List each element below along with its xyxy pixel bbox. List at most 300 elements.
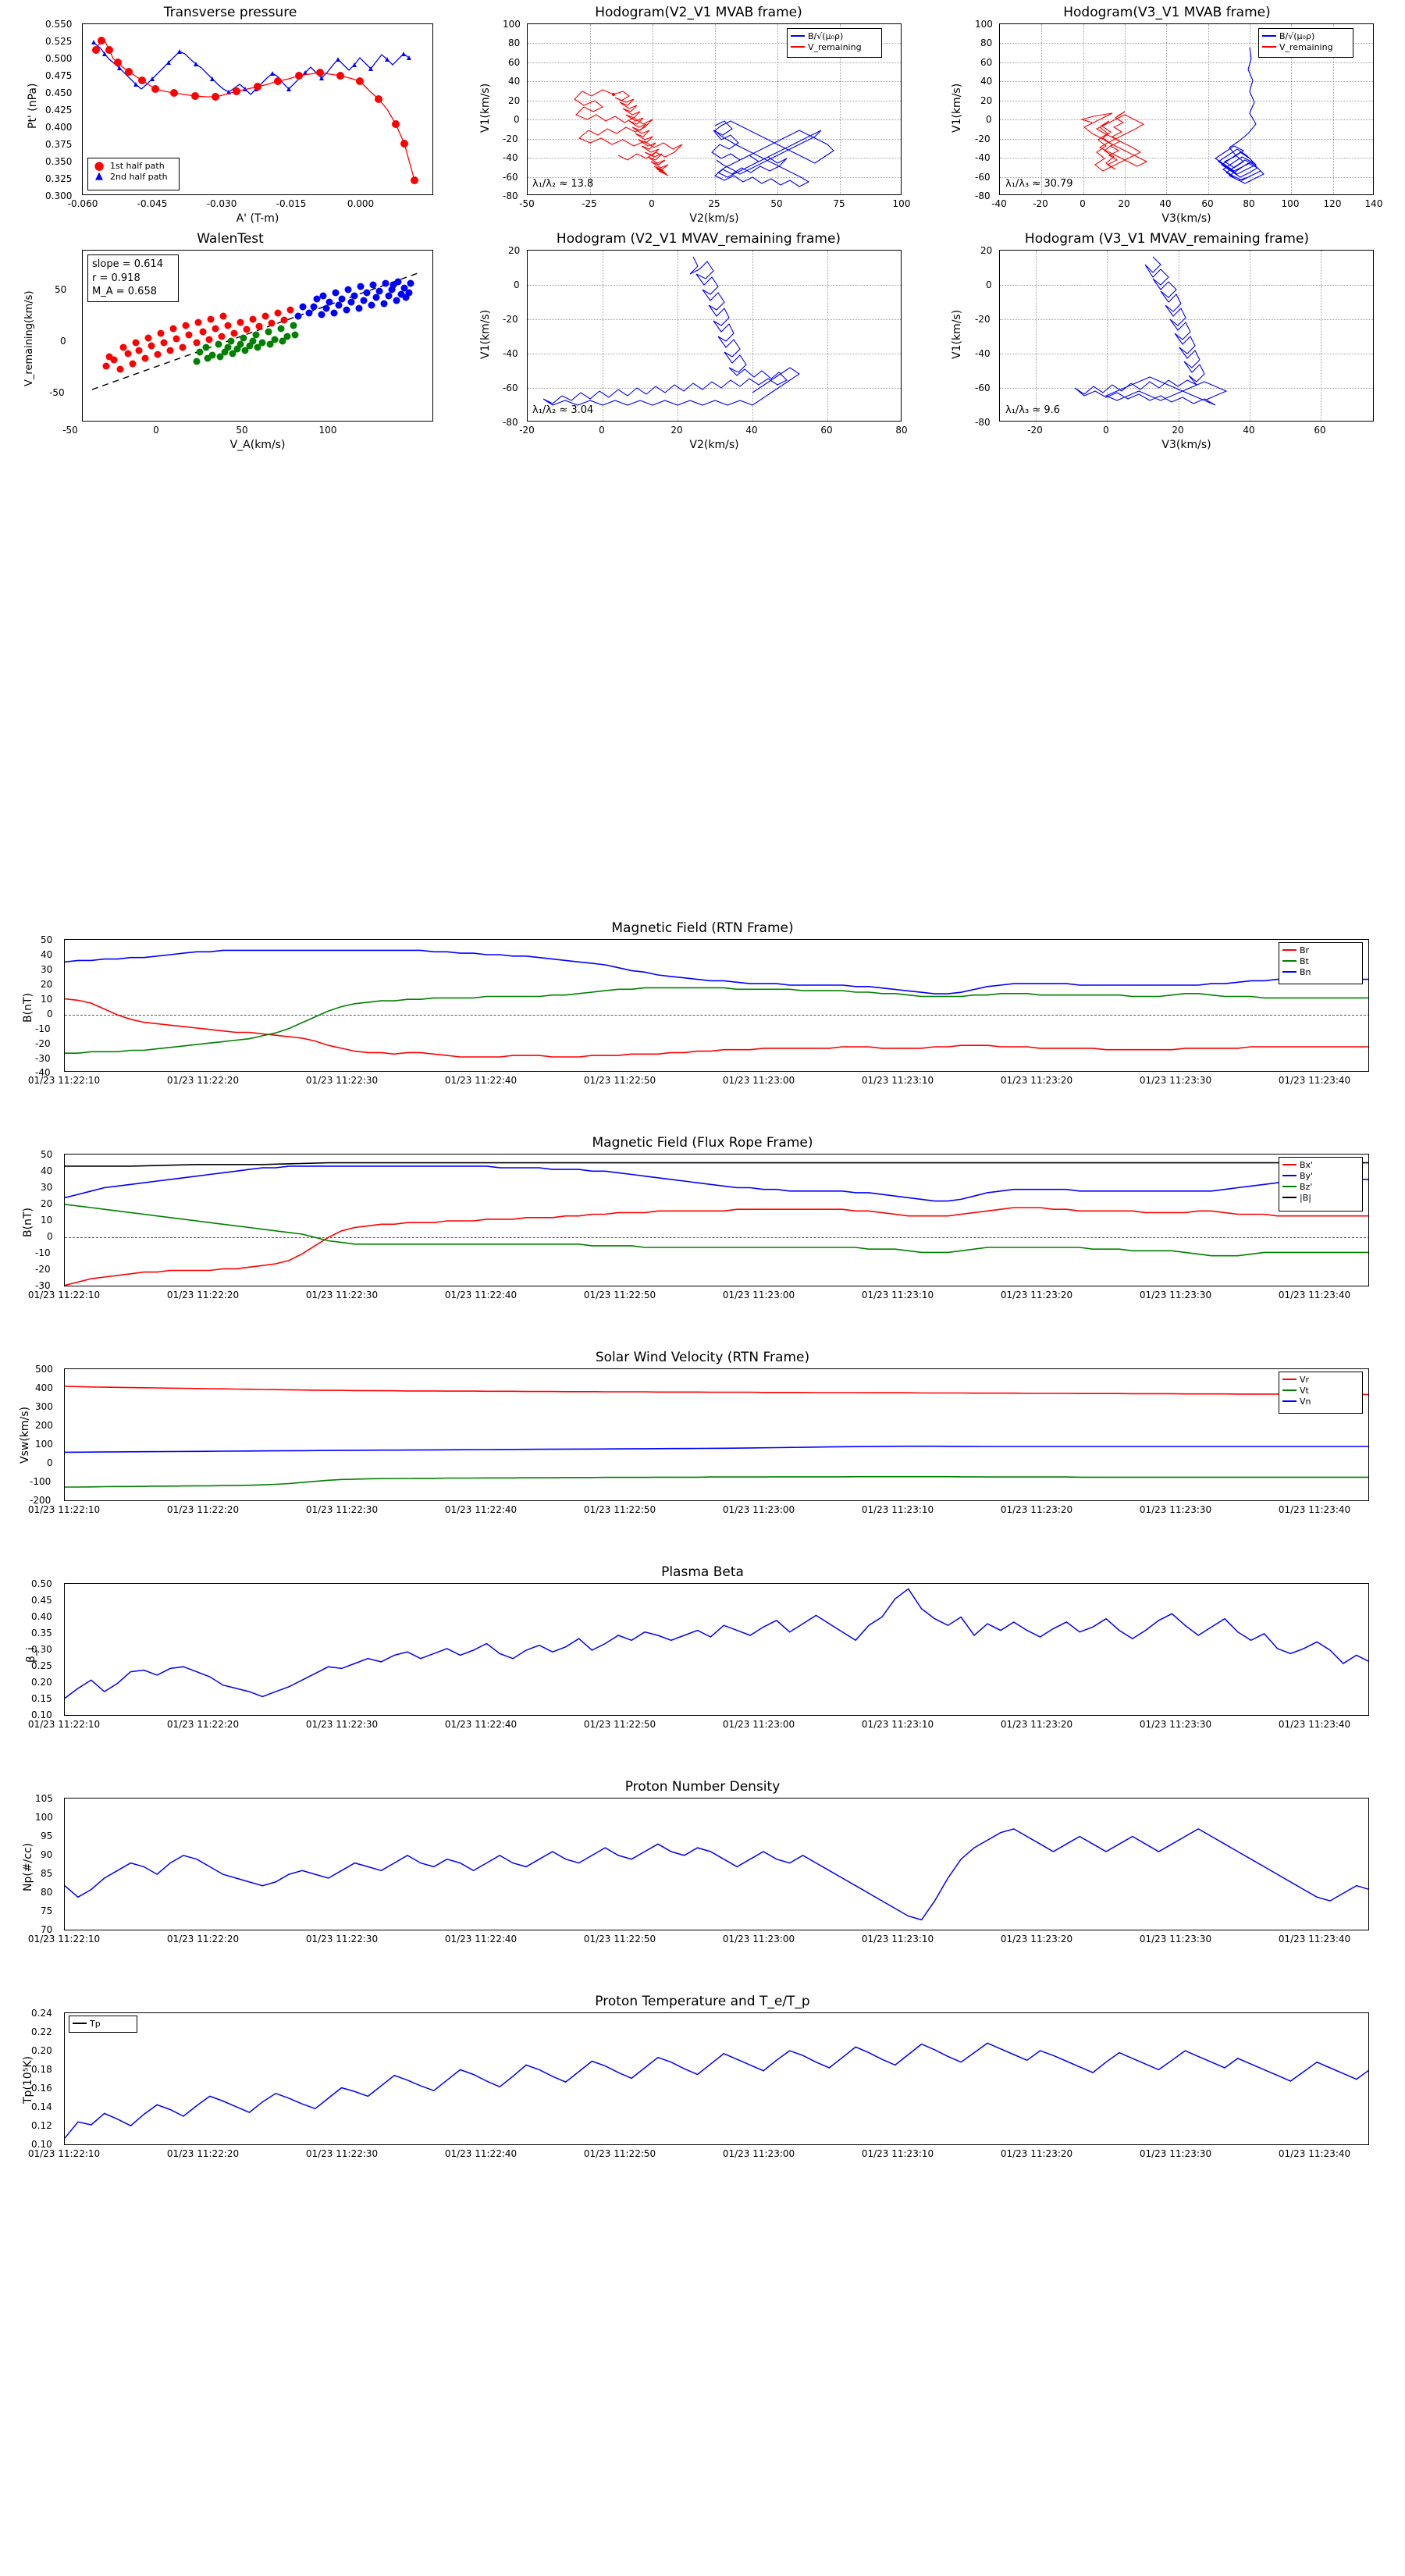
time-tick: 01/23 11:23:20 [1000,1504,1073,1515]
legend [1258,28,1353,58]
x-tick: -20 [519,425,535,436]
y-tick: -40 [35,1067,51,1078]
eigenvalue-ratio-annotation: λ₁/λ₂ ≈ 3.04 [532,404,594,416]
legend [1279,1372,1363,1414]
y-tick: 0.475 [45,70,73,81]
y-tick: 30 [41,1182,53,1193]
time-tick: 01/23 11:23:30 [1139,1504,1212,1515]
y-tick: 0.10 [31,2139,52,2150]
legend-label: Vn [1300,1396,1311,1407]
time-tick: 01/23 11:22:30 [305,1075,379,1086]
legend-label: By' [1300,1170,1314,1181]
y-tick: 100 [503,19,521,30]
x-axis-label: V_A(km/s) [229,439,286,451]
y-tick: 100 [975,19,993,30]
legend-line-icon [1282,1186,1297,1187]
legend-item [1282,1181,1359,1192]
legend-item [1262,41,1350,52]
y-tick: -60 [975,382,991,393]
y-tick: 105 [35,1793,53,1804]
y-tick: 50 [55,284,67,295]
series-Vn [65,1446,1369,1453]
x-tick: 60 [1201,198,1214,209]
x-tick: 40 [1159,198,1172,209]
y-tick: -20 [975,133,991,144]
y-tick: 90 [41,1849,53,1860]
y-tick: 80 [980,37,993,48]
legend-item [1282,945,1359,955]
plot-area [64,1154,1369,1286]
time-tick: 01/23 11:23:00 [722,1719,795,1730]
time-tick: 01/23 11:23:30 [1139,2148,1212,2159]
time-tick: 01/23 11:23:20 [1000,1934,1073,1944]
x-tick: 140 [1364,198,1383,209]
panel-proton-temperature [0,1991,1405,2194]
y-tick: 0.16 [31,2083,52,2094]
series-Bmag [65,1163,1369,1166]
y-tick: 0.500 [45,53,73,64]
legend-item [73,2018,133,2029]
y-tick: 0 [986,279,992,290]
y-tick: -40 [975,348,991,359]
y-tick: 40 [41,1165,53,1176]
x-tick: 0 [649,198,655,209]
time-tick: 01/23 11:23:00 [722,1504,795,1515]
y-tick: 0.450 [45,87,73,98]
x-axis-label: V3(km/s) [1161,212,1211,225]
walen-ma: M_A = 0.658 [92,286,157,298]
panel-title: WalenTest [197,231,264,247]
time-tick: 01/23 11:22:10 [27,1075,101,1086]
y-tick: 0.50 [31,1578,52,1589]
y-axis-label: B(nT) [22,1208,34,1237]
y-tick: 70 [41,1924,53,1935]
x-tick: 50 [236,425,248,436]
y-tick: 0.15 [31,1693,52,1704]
y-axis-label: V_remaining(km/s) [23,290,35,386]
legend-item [791,41,878,52]
legend-label: 1st half path [110,160,165,171]
panel-title: Hodogram (V3_V1 MVAV_remaining frame) [1024,231,1310,247]
y-tick: 40 [41,949,53,960]
y-tick: 80 [41,1887,53,1898]
y-tick: 40 [980,76,993,87]
panel-title: Plasma Beta [661,1564,744,1580]
y-tick: -30 [35,1280,51,1291]
legend-line-icon [1282,1197,1297,1198]
y-tick: 0.20 [31,1677,52,1688]
y-tick: 80 [508,37,521,48]
legend-item [791,30,878,41]
y-axis-label: Pt' (nPa) [27,83,39,129]
x-tick: -0.015 [276,198,307,209]
y-tick: 95 [41,1831,53,1841]
panel-title: Magnetic Field (Flux Rope Frame) [592,1135,813,1151]
np-svg [65,1799,1369,1930]
legend-line-icon [1282,971,1297,973]
y-tick: -50 [49,387,65,398]
legend [87,158,180,190]
time-tick: 01/23 11:22:50 [583,1290,656,1300]
y-axis-label: V1(km/s) [951,83,963,133]
y-tick: 0.22 [31,2026,52,2037]
plot-area [64,1368,1369,1501]
x-axis-label: V2(km/s) [689,439,739,451]
y-tick: 0.550 [45,19,73,30]
y-tick: 0.350 [45,156,73,167]
legend [787,28,882,58]
time-tick: 01/23 11:22:40 [444,1934,518,1944]
x-tick: -0.030 [206,198,237,209]
time-tick: 01/23 11:22:20 [166,1719,240,1730]
time-tick: 01/23 11:23:20 [1000,2148,1073,2159]
y-tick: 200 [35,1420,53,1431]
legend-label: Bt [1300,955,1309,966]
legend-item [1282,1170,1359,1181]
legend-label: B/√(μ₀ρ) [1279,30,1315,41]
y-tick: 0 [986,114,992,125]
y-tick: -20 [35,1264,51,1275]
time-tick: 01/23 11:22:10 [27,1290,101,1300]
time-tick: 01/23 11:22:20 [166,1075,240,1086]
y-tick: 0.375 [45,139,73,150]
series-Np [65,1829,1369,1920]
panel-title: Magnetic Field (RTN Frame) [611,920,794,936]
time-tick: 01/23 11:23:10 [861,1934,934,1944]
y-tick: -40 [503,348,518,359]
y-tick: 0.20 [31,2045,52,2056]
time-tick: 01/23 11:22:30 [305,1934,379,1944]
legend-label: Br [1300,945,1310,955]
time-tick: 01/23 11:23:40 [1278,1934,1351,1944]
walen-r: r = 0.918 [92,272,140,284]
time-tick: 01/23 11:22:10 [27,1719,101,1730]
y-tick: 500 [35,1364,53,1375]
time-tick: 01/23 11:23:10 [861,2148,934,2159]
y-tick: -10 [35,1023,51,1034]
x-tick: 20 [670,425,683,436]
time-tick: 01/23 11:22:40 [444,1719,518,1730]
legend-item [1282,1159,1359,1170]
time-tick: 01/23 11:23:00 [722,1075,795,1086]
circle-marker-icon: ● [94,158,105,173]
x-tick: -0.045 [137,198,168,209]
y-tick: 75 [41,1905,53,1916]
y-tick: -30 [35,1053,51,1064]
y-tick: 20 [41,979,53,990]
series-beta [65,1589,1369,1698]
y-tick: 0 [47,1009,53,1019]
y-axis-label: V1(km/s) [479,309,492,359]
time-tick: 01/23 11:22:40 [444,1075,518,1086]
time-tick: 01/23 11:22:30 [305,1290,379,1300]
x-tick: 80 [895,425,908,436]
y-tick: 0.14 [31,2101,52,2112]
x-tick: 0 [1080,198,1086,209]
y-tick: -80 [503,190,518,201]
time-tick: 01/23 11:22:40 [444,2148,518,2159]
series-Bx [65,1208,1369,1286]
legend-line-icon [1282,960,1297,962]
tp-svg [65,2013,1369,2145]
x-tick: 0.000 [347,198,375,209]
legend-line-icon [1262,35,1276,37]
legend-label: Bz' [1300,1181,1313,1192]
y-tick: -60 [503,382,518,393]
time-tick: 01/23 11:22:50 [583,1934,656,1944]
panel-transverse-pressure [0,0,461,226]
x-tick: 80 [1243,198,1255,209]
time-tick: 01/23 11:23:00 [722,2148,795,2159]
hodogram4-svg [1000,251,1374,422]
x-tick: 120 [1323,198,1342,209]
panel-title: Hodogram(V2_V1 MVAB frame) [595,5,802,20]
time-tick: 01/23 11:22:30 [305,2148,379,2159]
series-Br [65,999,1369,1057]
legend-item [1282,955,1359,966]
y-tick: -20 [503,133,518,144]
legend-label: Vt [1300,1385,1309,1396]
time-tick: 01/23 11:23:30 [1139,1719,1212,1730]
y-tick: 0 [60,336,66,347]
panel-plasma-beta [0,1561,1405,1764]
time-tick: 01/23 11:22:40 [444,1290,518,1300]
legend-item [1282,966,1359,977]
time-tick: 01/23 11:22:50 [583,2148,656,2159]
eigenvalue-ratio-annotation: λ₁/λ₃ ≈ 9.6 [1005,404,1061,416]
plot-area [64,1798,1369,1930]
plot-area [527,250,902,422]
x-tick: 0 [1103,425,1109,436]
panel-hodogram-v3-v1-mvab [937,0,1397,226]
y-tick: 0.18 [31,2064,52,2075]
y-tick: 0.425 [45,105,73,116]
x-axis-label: A' (T-m) [236,212,279,225]
y-tick: 0 [47,1457,53,1468]
legend-label: Bx' [1300,1159,1314,1170]
y-tick: 20 [980,245,993,256]
series-By [65,1166,1369,1201]
y-tick: 400 [35,1382,53,1393]
time-tick: 01/23 11:23:30 [1139,1934,1212,1944]
beta-svg [65,1584,1369,1716]
y-tick: 10 [41,1215,53,1226]
y-tick: 100 [35,1439,53,1450]
y-axis-label: V1(km/s) [479,83,492,133]
y-axis-label: V1(km/s) [951,309,963,359]
y-tick: 0.300 [45,190,73,201]
y-tick: 0.25 [31,1660,52,1671]
y-tick: -100 [30,1476,52,1487]
series-Bt [65,987,1369,1053]
x-tick: 75 [833,198,845,209]
y-tick: 0.325 [45,173,73,184]
time-tick: 01/23 11:22:30 [305,1504,379,1515]
time-tick: 01/23 11:23:10 [861,1290,934,1300]
y-tick: 0.35 [31,1628,52,1638]
legend-label: V_remaining [808,41,862,52]
legend-line-icon [1282,1175,1297,1176]
legend-label: 2nd half path [110,171,168,182]
time-tick: 01/23 11:23:30 [1139,1075,1212,1086]
y-tick: 0.24 [31,2008,52,2019]
y-tick: 20 [41,1198,53,1209]
y-tick: 60 [980,57,993,68]
panel-magnetic-field-fluxrope [0,1132,1405,1335]
y-axis-label: Tp(10⁵K) [22,2056,34,2104]
y-tick: 30 [41,964,53,975]
legend-item [1282,1385,1359,1396]
time-tick: 01/23 11:22:10 [27,2148,101,2159]
plot-area [64,939,1369,1072]
time-tick: 01/23 11:23:40 [1278,1290,1351,1300]
x-tick: 20 [1172,425,1184,436]
x-tick: -25 [582,198,597,209]
x-tick: 0 [153,425,159,436]
y-axis-label: B(nT) [22,993,34,1023]
legend-line-icon [1282,1389,1297,1391]
y-tick: 50 [41,934,53,945]
vsw-svg [65,1369,1369,1501]
panel-hodogram-v2-v1-mvav [468,226,929,453]
x-axis-label: V3(km/s) [1161,439,1211,451]
y-tick: 0.525 [45,36,73,47]
legend-item [1282,1396,1359,1407]
time-tick: 01/23 11:22:50 [583,1075,656,1086]
x-tick: 50 [770,198,783,209]
y-tick: -20 [503,314,518,325]
x-axis-label: V2(km/s) [689,212,739,225]
legend-item [1282,1192,1359,1203]
y-tick: -10 [35,1247,51,1258]
legend-item [91,171,176,182]
y-tick: 0 [514,279,520,290]
y-tick: -60 [503,172,518,183]
panel-title: Solar Wind Velocity (RTN Frame) [595,1350,810,1365]
y-tick: 50 [41,1149,53,1160]
y-tick: 10 [41,994,53,1005]
x-tick: 100 [1281,198,1300,209]
y-tick: 60 [508,57,521,68]
y-tick: -20 [35,1038,51,1049]
panel-magnetic-field-rtn [0,917,1405,1120]
y-tick: 0.40 [31,1611,52,1622]
x-tick: -50 [62,425,78,436]
time-tick: 01/23 11:22:20 [166,1934,240,1944]
legend-line-icon [1282,949,1297,951]
panel-title: Hodogram (V2_V1 MVAV_remaining frame) [556,231,841,247]
x-tick: 100 [318,425,337,436]
legend-label: |B| [1300,1192,1311,1203]
x-tick: -0.060 [67,198,98,209]
legend-item [91,160,176,171]
x-tick: -20 [1033,198,1048,209]
legend-line-icon [1282,1164,1297,1165]
y-tick: 0.30 [31,1644,52,1655]
panel-solar-wind-velocity [0,1347,1405,1550]
time-tick: 01/23 11:22:40 [444,1504,518,1515]
bfield-rtn-svg [65,940,1369,1072]
plot-area [64,2012,1369,2145]
time-tick: 01/23 11:23:30 [1139,1290,1212,1300]
y-axis-label: Vsw(km/s) [19,1406,31,1464]
panel-title: Proton Number Density [624,1779,781,1795]
y-tick: -40 [503,152,518,163]
time-tick: 01/23 11:22:10 [27,1504,101,1515]
plot-area [999,250,1374,422]
y-tick: -80 [503,417,518,428]
time-tick: 01/23 11:23:20 [1000,1075,1073,1086]
x-tick: 20 [1118,198,1130,209]
y-tick: 0.12 [31,2120,52,2131]
y-tick: 85 [41,1868,53,1879]
time-tick: 01/23 11:23:10 [861,1075,934,1086]
time-tick: 01/23 11:23:20 [1000,1290,1073,1300]
legend-label: Vr [1300,1374,1310,1385]
legend-line-icon [1262,46,1276,48]
x-tick: -40 [991,198,1007,209]
time-tick: 01/23 11:22:20 [166,1290,240,1300]
legend-line-icon [791,46,805,48]
legend-label: Bn [1300,966,1311,977]
y-tick: -200 [30,1495,52,1506]
series-Tp [65,2043,1369,2138]
panel-title: Hodogram(V3_V1 MVAB frame) [1063,5,1271,20]
x-tick: -50 [519,198,535,209]
time-tick: 01/23 11:22:50 [583,1504,656,1515]
y-axis-label: Np(#/cc) [22,1842,34,1891]
y-tick: -60 [975,172,991,183]
x-tick: 40 [745,425,758,436]
y-tick: -80 [975,190,991,201]
legend-label: B/√(μ₀ρ) [808,30,844,41]
series-Vt [65,1477,1369,1487]
legend [69,2016,137,2033]
bfield-fluxrope-svg [65,1155,1369,1286]
time-tick: 01/23 11:22:30 [305,1719,379,1730]
panel-title: Proton Temperature and T_e/T_p [595,1994,810,2009]
legend-line-icon [791,35,805,37]
plot-area [64,1583,1369,1716]
x-tick: 40 [1243,425,1255,436]
x-tick: -20 [1027,425,1043,436]
time-tick: 01/23 11:22:20 [166,2148,240,2159]
x-tick: 0 [599,425,605,436]
triangle-marker-icon: ▲ [95,170,103,182]
time-tick: 01/23 11:23:40 [1278,1504,1351,1515]
panel-title: Transverse pressure [163,5,297,20]
time-tick: 01/23 11:23:00 [722,1934,795,1944]
y-tick: -80 [975,417,991,428]
y-tick: 0.10 [31,1710,52,1720]
legend-label: Tp [90,2018,101,2029]
time-tick: 01/23 11:22:50 [583,1719,656,1730]
series-Vr [65,1386,1369,1395]
panel-hodogram-v2-v1-mvab [468,0,929,226]
legend-item [1282,1374,1359,1385]
legend-line-icon [1282,1400,1297,1402]
legend [1279,1157,1363,1212]
walen-stats-box [87,254,179,302]
y-tick: 0.45 [31,1595,52,1606]
panel-walen-test [0,226,461,453]
panel-proton-number-density [0,1776,1405,1979]
legend-line-icon [73,2023,87,2024]
y-axis-label: β_i [25,1647,37,1663]
y-tick: -20 [975,314,991,325]
x-tick: 100 [892,198,911,209]
time-tick: 01/23 11:23:40 [1278,1719,1351,1730]
